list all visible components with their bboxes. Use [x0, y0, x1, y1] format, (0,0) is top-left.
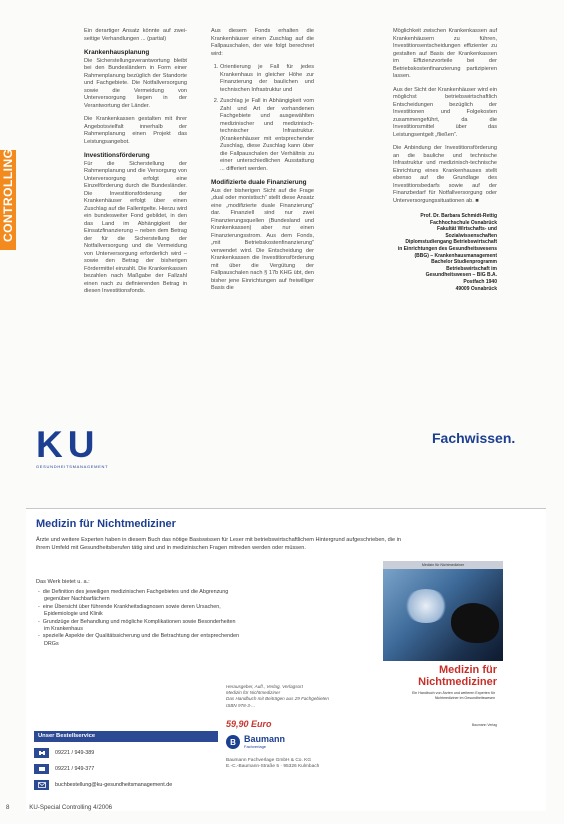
article-paragraph: Für die Sicherstellung der Rahmenplanung und die Versorgung von Unterversorgung erfolgt eine Einzelförderung durch die Bundesländer. Die Investitionsförderung der Krankenhäuser erfolgt über einen Zuschlag auf die Fallentgelte. Hierzu wird ein bundesweiter Fond gebildet, in den das Land im Abhängigkeit der Einsatzfinanzierung – neben dem Betrag der für die Sicherstellung der Notfallversorgung und die Vermeidung von Unterversorgung erforderlich wird – sowie den Betrag der bisherigen Fördermittel einzahlt. Die Krankenkassen bezahlen nach Maßgabe der Fallzahl einen nach zu definierenden Betrag in diesen Investitionsfonds. — [84, 160, 187, 294]
article-paragraph: Aus der bisherigen Sicht auf die Frage „dual oder monistisch“ stellt diese Ansatz eine „modifizierte duale Finanzierung“ dar. Finanziell sind nur zwei Finanzierungsquellen (Bundesland und Krankenkassen) aber nur einen Finanzierungsstrom. Aus dem Fonds, „mit Betriebskostenfinanzierung“ verwendet wird. Die Entscheidung der Krankenkassen die Investitionsförderung mit über die Vergütung der Fallpauschalen nach § 17b KHG übt, den bisher jene Einrichtungen auf freiwilliger Basis die — [211, 187, 314, 291]
publisher-mark-icon: B — [226, 735, 240, 749]
fax-icon — [34, 764, 49, 774]
publisher-subname: Fachverlage — [244, 744, 267, 749]
ad-feature-item: - eine Übersicht über führende Krankheitsdiagnosen sowie deren Ursachen, Epidemiologie und Klinik — [44, 604, 240, 619]
order-email[interactable] — [34, 779, 214, 791]
author-affiliation-line: Fachhochschule Osnabrück — [430, 219, 497, 226]
book-cover-title-line: Medizin für — [438, 664, 497, 676]
author-address-line: Postfach 1940 — [463, 278, 497, 285]
ad-intro: Ärzte und weitere Experten haben in diesem Buch das nötige Basiswissen für Leser mit betriebswirtschaftlichem Hintergrund aufgeschrieben, die in ihrem Umfeld mit Gesundheitsberufen tätig sind und in medizinischen Fragen mitreden werden oder müssen. — [36, 537, 402, 551]
article-column-3 — [393, 28, 497, 292]
author-affiliation-line: (BBG) – Krankenhausmanagement — [414, 252, 497, 259]
book-cover-subtitle: Ein Handbuch von Ärzten und weiteren Experten für Nichtmediziner im Gesundheitswesen — [412, 691, 495, 700]
order-fax-number: 09221 / 949-377 — [55, 766, 95, 772]
book-cover-publisher: Baumann Verlag — [471, 723, 497, 727]
ad-feature-list — [36, 589, 240, 648]
author-name: Prof. Dr. Barbara Schmidt-Rettig — [420, 213, 497, 219]
author-affiliation-line: Diplomstudiengang Betriebswirtschaft — [405, 239, 497, 246]
publisher-logo — [226, 735, 285, 749]
section-tab-label: CONTROLLING — [1, 148, 15, 242]
surgical-lamp-graphic — [403, 589, 449, 623]
book-metadata — [226, 684, 336, 709]
order-email-address: buchbestellung@ku-gesundheitsmanagement.de — [55, 782, 173, 788]
book-cover-title-line: Nichtmediziner — [418, 675, 497, 688]
journal-name: KU-Special Controlling 4/2006 — [29, 804, 113, 811]
book-price: 59,90 Euro — [226, 719, 272, 729]
book-meta-line: ISBN 978-3-... — [226, 702, 256, 708]
publisher-address — [226, 758, 319, 771]
author-signature — [393, 213, 497, 292]
surgeon-silhouette-graphic — [451, 603, 499, 643]
article-paragraph: Die Anbindung der Investitionsförderung an die bauliche und technische Infrastruktur und medizinisch-technische Einrichtung eines Krankenhauses stellt ebenso auf die Grundlage des Investitionsbedarfs sowie auf der Finanzbedarf für Notfallversorgung oder Unterversorgungssituationen ab. ■ — [393, 145, 497, 204]
ad-feature-item: - spezielle Aspekte der Qualitätssicherung und die Betrachtung der entsprechenden DRGs — [44, 633, 240, 648]
ad-feature-item: - Grundzüge der Behandlung und mögliche Komplikationen sowie Besonderheiten im Krankenhaus — [44, 619, 240, 634]
email-icon — [34, 780, 49, 790]
author-affiliation-line: Fakultät Wirtschafts- und — [437, 226, 497, 233]
article-paragraph: Ein derartiger Ansatz könnte auf zwei-seitige Verhandlungen ... (partial) — [84, 28, 187, 42]
ku-logo-tagline: GESUNDHEITSMANAGEMENT — [36, 464, 109, 469]
author-address-line: 49009 Osnabrück — [455, 285, 497, 292]
book-cover-photo — [383, 569, 503, 661]
author-affiliation-line: Bachelor Studienprogramm — [431, 259, 497, 266]
article-column-1 — [84, 28, 187, 302]
book-meta-line: Medizin für Nichtmediziner — [226, 690, 281, 696]
ku-logo-word: KU — [36, 424, 100, 465]
article-list-item: 1. Orientierung je Fall für jedes Krankenhaus in gleicher Höhe zur Finanzierung der baulichen und technischen Infrastruktur und — [220, 64, 314, 94]
ad-title: Medizin für Nichtmediziner — [36, 518, 176, 530]
slogan: Fachwissen. — [432, 430, 516, 446]
order-fax[interactable] — [34, 763, 214, 775]
order-phone[interactable] — [34, 747, 214, 759]
page-number: 8 — [6, 804, 10, 811]
article-subheading: Modifizierte duale Finanzierung — [211, 179, 307, 186]
author-affiliation-line: Betriebswirtschaft im — [446, 265, 497, 272]
article-list-item: 2. Zuschlag je Fall in Abhängigkeit vom Zahl und Art der vorhandenen Fachgebiete und ausgewählten medizinischer und medizinisch-technischer Infrastruktur. (Krankenhäuser mit entsprechender Zuschlag, diese Zuschlag kann über die Fallpauschalen der Verhältnis zu einer unterschiedlichen Ausstattung ... differiert werden. — [220, 98, 314, 173]
book-meta-line: Das Handbuch mit Beiträgen aus 29 Fachgebieten — [226, 696, 329, 702]
order-service-header: Unser Bestellservice — [34, 731, 218, 742]
page-footer — [6, 804, 112, 811]
article-list — [211, 64, 314, 173]
author-affiliation-line: Sozialwissenschaften — [445, 232, 497, 239]
article-column-2 — [211, 28, 314, 299]
publisher-address-line: Baumann Fachverlage GmbH & Co. KG — [226, 758, 312, 763]
book-cover-band: Medizin für Nichtmediziner — [383, 561, 503, 569]
book-advertisement — [26, 508, 546, 811]
article-paragraph: Die Krankenkassen gestalten mit ihrer Angebotsvielfalt innerhalb der Rahmenplanung einen Projekt das Leistungsangebot. — [84, 116, 187, 145]
article-paragraph: Aus diesem Fonds erhalten die Krankenhäuser einen Zuschlag auf die Fallpauschalen, der wie folgt berechnet wird: — [211, 28, 314, 57]
ku-logo — [36, 426, 108, 469]
article-paragraph: Die Sicherstellungsverantwortung bleibt bei den Bundesländern in Form einer Rahmenplanung bezüglich der Standorte und Fachgebiete. Die Notfallversorgung sowie die Vermeidung von Unterversorgung liegen in der Verantwortung der Länder. — [84, 57, 187, 109]
book-cover-title — [391, 665, 497, 688]
article-paragraph: Aus der Sicht der Krankenhäuser wird ein möglichst betriebswirtschaftlich Entscheidungen bezüglich der Investitionen und Folgekosten zusammengeführt, da die Investitionsmittel über das Leistungsentgelt „fließen“. — [393, 86, 497, 138]
publisher-name: Baumann — [244, 734, 286, 744]
article-subheading: Krankenhausplanung — [84, 49, 150, 56]
ad-feature-item: - die Definition des jeweiligen medizinischen Fachgebietes und die Abgrenzung gegenüber Nachbarfächern — [44, 589, 240, 604]
article-paragraph: Möglichkeit zwischen Krankenkassen auf Krankenhäusern zu führen, Investitionsentscheidungen effizienter zu gestalten auf Basis der Krankenkassen im Effizienzvorteile bei der Betriebskostenfinanzierung partizipieren lassen. — [393, 28, 497, 79]
book-meta-line: Herausgeber, Aufl., Verlag, Verlagsort — [226, 684, 303, 689]
author-affiliation-line: in Einrichtungen des Gesundheitswesens — [397, 245, 497, 252]
author-affiliation-line: Gesundheitswesen – BIG B.A. — [425, 272, 497, 279]
publisher-address-line: E.-C.-Baumann-Straße 5 · 95326 Kulmbach — [226, 764, 320, 770]
article-subheading: Investitionsförderung — [84, 152, 150, 159]
phone-icon — [34, 748, 49, 758]
order-phone-number: 09221 / 949-389 — [55, 750, 95, 756]
book-cover — [383, 561, 503, 731]
ad-list-lead: Das Werk bietet u. a.: — [36, 579, 90, 585]
section-tab-controlling — [0, 150, 16, 250]
